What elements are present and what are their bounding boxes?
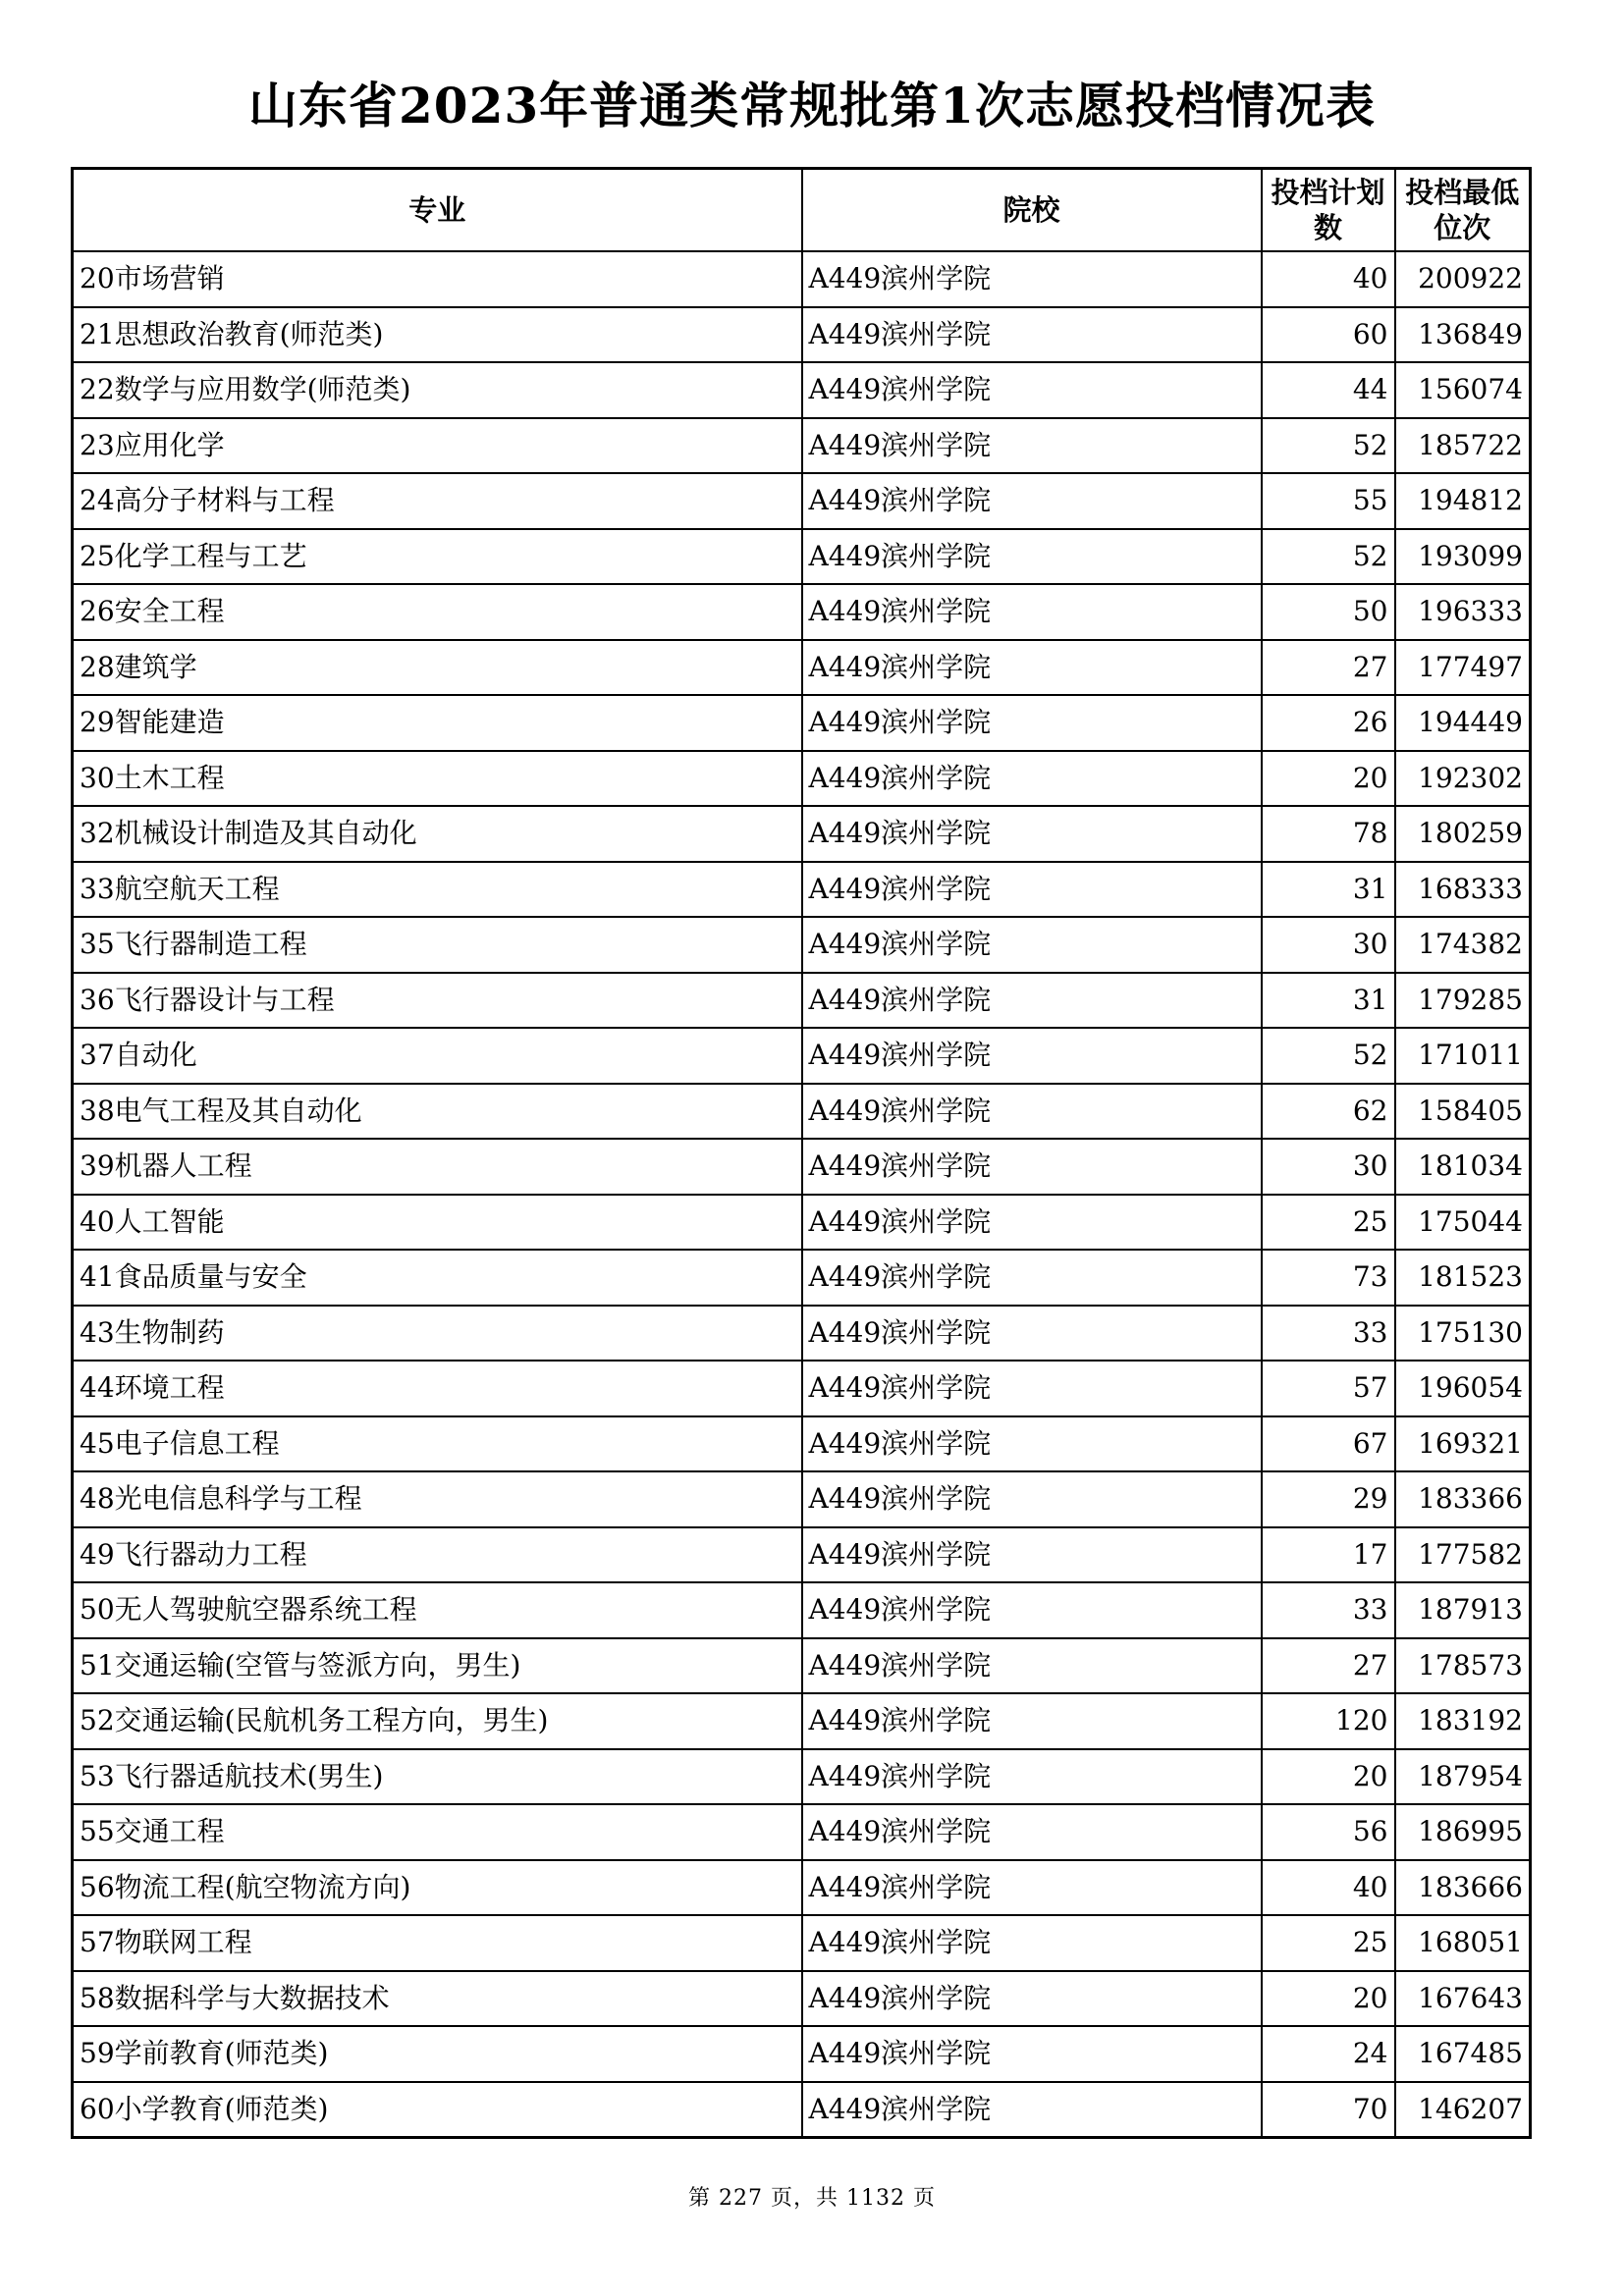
cell-major: 26安全工程 [73,584,802,640]
cell-min-rank: 174382 [1395,917,1531,973]
cell-school: A449滨州学院 [802,307,1262,363]
cell-plan: 30 [1262,917,1395,973]
table-row [73,307,1531,363]
cell-school: A449滨州学院 [802,584,1262,640]
cell-plan: 62 [1262,1084,1395,1140]
cell-major: 48光电信息科学与工程 [73,1471,802,1527]
cell-plan: 20 [1262,1749,1395,1805]
cell-plan: 60 [1262,307,1395,363]
table-row [73,862,1531,918]
table-row [73,1693,1531,1749]
cell-school: A449滨州学院 [802,362,1262,418]
table-row [73,1749,1531,1805]
cell-major: 57物联网工程 [73,1915,802,1971]
table-row [73,1250,1531,1306]
cell-school: A449滨州学院 [802,2026,1262,2082]
cell-major: 40人工智能 [73,1195,802,1251]
cell-major: 23应用化学 [73,418,802,474]
cell-plan: 57 [1262,1361,1395,1416]
cell-min-rank: 136849 [1395,307,1531,363]
cell-major: 28建筑学 [73,640,802,696]
cell-min-rank: 187954 [1395,1749,1531,1805]
cell-min-rank: 183666 [1395,1860,1531,1916]
cell-major: 35飞行器制造工程 [73,917,802,973]
cell-major: 24高分子材料与工程 [73,473,802,529]
cell-major: 37自动化 [73,1028,802,1084]
cell-min-rank: 167643 [1395,1971,1531,2027]
cell-min-rank: 156074 [1395,362,1531,418]
cell-school: A449滨州学院 [802,2082,1262,2138]
cell-min-rank: 167485 [1395,2026,1531,2082]
cell-school: A449滨州学院 [802,1638,1262,1694]
cell-school: A449滨州学院 [802,1749,1262,1805]
cell-min-rank: 192302 [1395,751,1531,807]
cell-plan: 120 [1262,1693,1395,1749]
cell-major: 43生物制药 [73,1306,802,1362]
cell-major: 38电气工程及其自动化 [73,1084,802,1140]
cell-min-rank: 196054 [1395,1361,1531,1416]
cell-major: 56物流工程(航空物流方向) [73,1860,802,1916]
cell-major: 36飞行器设计与工程 [73,973,802,1029]
cell-school: A449滨州学院 [802,695,1262,751]
cell-school: A449滨州学院 [802,1971,1262,2027]
cell-school: A449滨州学院 [802,1860,1262,1916]
cell-min-rank: 200922 [1395,251,1531,307]
cell-school: A449滨州学院 [802,251,1262,307]
cell-plan: 52 [1262,1028,1395,1084]
cell-school: A449滨州学院 [802,862,1262,918]
table-row [73,2026,1531,2082]
cell-plan: 67 [1262,1416,1395,1472]
cell-plan: 55 [1262,473,1395,529]
table-row [73,1306,1531,1362]
cell-major: 39机器人工程 [73,1139,802,1195]
cell-school: A449滨州学院 [802,1028,1262,1084]
table-row [73,1804,1531,1860]
cell-school: A449滨州学院 [802,1693,1262,1749]
table-row [73,1361,1531,1416]
page-title: 山东省2023年普通类常规批第1次志愿投档情况表 [248,77,1376,134]
cell-min-rank: 183366 [1395,1471,1531,1527]
cell-school: A449滨州学院 [802,1361,1262,1416]
table-row [73,751,1531,807]
cell-major: 25化学工程与工艺 [73,529,802,585]
table-row [73,1860,1531,1916]
cell-min-rank: 178573 [1395,1638,1531,1694]
cell-major: 55交通工程 [73,1804,802,1860]
table-row [73,1971,1531,2027]
cell-major: 22数学与应用数学(师范类) [73,362,802,418]
table-row [73,1527,1531,1583]
cell-min-rank: 180259 [1395,806,1531,862]
cell-plan: 25 [1262,1915,1395,1971]
cell-plan: 29 [1262,1471,1395,1527]
cell-plan: 30 [1262,1139,1395,1195]
cell-min-rank: 168051 [1395,1915,1531,1971]
table-row [73,806,1531,862]
cell-plan: 17 [1262,1527,1395,1583]
admission-table [71,167,1532,2139]
cell-school: A449滨州学院 [802,473,1262,529]
cell-school: A449滨州学院 [802,1306,1262,1362]
cell-major: 59学前教育(师范类) [73,2026,802,2082]
header-major: 专业 [73,169,802,252]
cell-major: 41食品质量与安全 [73,1250,802,1306]
cell-major: 21思想政治教育(师范类) [73,307,802,363]
cell-plan: 24 [1262,2026,1395,2082]
cell-plan: 33 [1262,1306,1395,1362]
cell-school: A449滨州学院 [802,1084,1262,1140]
cell-school: A449滨州学院 [802,973,1262,1029]
cell-major: 20市场营销 [73,251,802,307]
cell-school: A449滨州学院 [802,1416,1262,1472]
cell-min-rank: 183192 [1395,1693,1531,1749]
table-row [73,917,1531,973]
table-row [73,1471,1531,1527]
cell-plan: 44 [1262,362,1395,418]
table-row [73,1638,1531,1694]
cell-school: A449滨州学院 [802,1139,1262,1195]
table-row [73,473,1531,529]
cell-min-rank: 181523 [1395,1250,1531,1306]
cell-min-rank: 196333 [1395,584,1531,640]
table-row [73,2082,1531,2138]
cell-min-rank: 146207 [1395,2082,1531,2138]
cell-plan: 52 [1262,529,1395,585]
cell-plan: 70 [1262,2082,1395,2138]
cell-plan: 31 [1262,973,1395,1029]
cell-school: A449滨州学院 [802,806,1262,862]
table-row [73,1084,1531,1140]
cell-plan: 26 [1262,695,1395,751]
table-row [73,529,1531,585]
cell-plan: 78 [1262,806,1395,862]
cell-plan: 50 [1262,584,1395,640]
cell-min-rank: 177582 [1395,1527,1531,1583]
cell-major: 45电子信息工程 [73,1416,802,1472]
cell-plan: 40 [1262,1860,1395,1916]
cell-major: 58数据科学与大数据技术 [73,1971,802,2027]
cell-school: A449滨州学院 [802,529,1262,585]
table-row [73,1915,1531,1971]
admission-table-container [71,167,1529,2139]
cell-min-rank: 194449 [1395,695,1531,751]
cell-min-rank: 175044 [1395,1195,1531,1251]
cell-plan: 25 [1262,1195,1395,1251]
cell-major: 32机械设计制造及其自动化 [73,806,802,862]
table-row [73,1582,1531,1638]
cell-plan: 31 [1262,862,1395,918]
cell-school: A449滨州学院 [802,418,1262,474]
cell-major: 33航空航天工程 [73,862,802,918]
cell-min-rank: 175130 [1395,1306,1531,1362]
cell-school: A449滨州学院 [802,1250,1262,1306]
cell-min-rank: 194812 [1395,473,1531,529]
cell-major: 30土木工程 [73,751,802,807]
cell-min-rank: 158405 [1395,1084,1531,1140]
cell-min-rank: 186995 [1395,1804,1531,1860]
table-row [73,362,1531,418]
cell-min-rank: 187913 [1395,1582,1531,1638]
table-row [73,1139,1531,1195]
table-header-row [73,169,1531,252]
table-row [73,1028,1531,1084]
cell-min-rank: 168333 [1395,862,1531,918]
cell-major: 29智能建造 [73,695,802,751]
cell-school: A449滨州学院 [802,1471,1262,1527]
cell-major: 44环境工程 [73,1361,802,1416]
cell-min-rank: 177497 [1395,640,1531,696]
cell-plan: 73 [1262,1250,1395,1306]
cell-major: 52交通运输(民航机务工程方向，男生) [73,1693,802,1749]
cell-major: 49飞行器动力工程 [73,1527,802,1583]
header-min-rank: 投档最低位次 [1395,169,1531,252]
cell-min-rank: 169321 [1395,1416,1531,1472]
cell-plan: 20 [1262,751,1395,807]
cell-school: A449滨州学院 [802,640,1262,696]
cell-min-rank: 181034 [1395,1139,1531,1195]
table-row [73,640,1531,696]
cell-school: A449滨州学院 [802,1527,1262,1583]
cell-plan: 27 [1262,1638,1395,1694]
cell-major: 60小学教育(师范类) [73,2082,802,2138]
cell-major: 50无人驾驶航空器系统工程 [73,1582,802,1638]
cell-min-rank: 171011 [1395,1028,1531,1084]
cell-major: 51交通运输(空管与签派方向，男生) [73,1638,802,1694]
cell-school: A449滨州学院 [802,1582,1262,1638]
cell-plan: 27 [1262,640,1395,696]
cell-school: A449滨州学院 [802,751,1262,807]
cell-plan: 20 [1262,1971,1395,2027]
table-body [73,251,1531,2138]
cell-school: A449滨州学院 [802,1195,1262,1251]
cell-plan: 33 [1262,1582,1395,1638]
table-row [73,1195,1531,1251]
header-plan: 投档计划数 [1262,169,1395,252]
table-row [73,973,1531,1029]
table-row [73,251,1531,307]
table-row [73,418,1531,474]
cell-school: A449滨州学院 [802,1804,1262,1860]
cell-min-rank: 185722 [1395,418,1531,474]
cell-school: A449滨州学院 [802,1915,1262,1971]
header-school: 院校 [802,169,1262,252]
table-row [73,584,1531,640]
cell-plan: 56 [1262,1804,1395,1860]
cell-major: 53飞行器适航技术(男生) [73,1749,802,1805]
cell-plan: 40 [1262,251,1395,307]
cell-school: A449滨州学院 [802,917,1262,973]
cell-min-rank: 193099 [1395,529,1531,585]
cell-min-rank: 179285 [1395,973,1531,1029]
page-number: 第 227 页，共 1132 页 [688,2186,936,2211]
table-row [73,695,1531,751]
table-row [73,1416,1531,1472]
cell-plan: 52 [1262,418,1395,474]
